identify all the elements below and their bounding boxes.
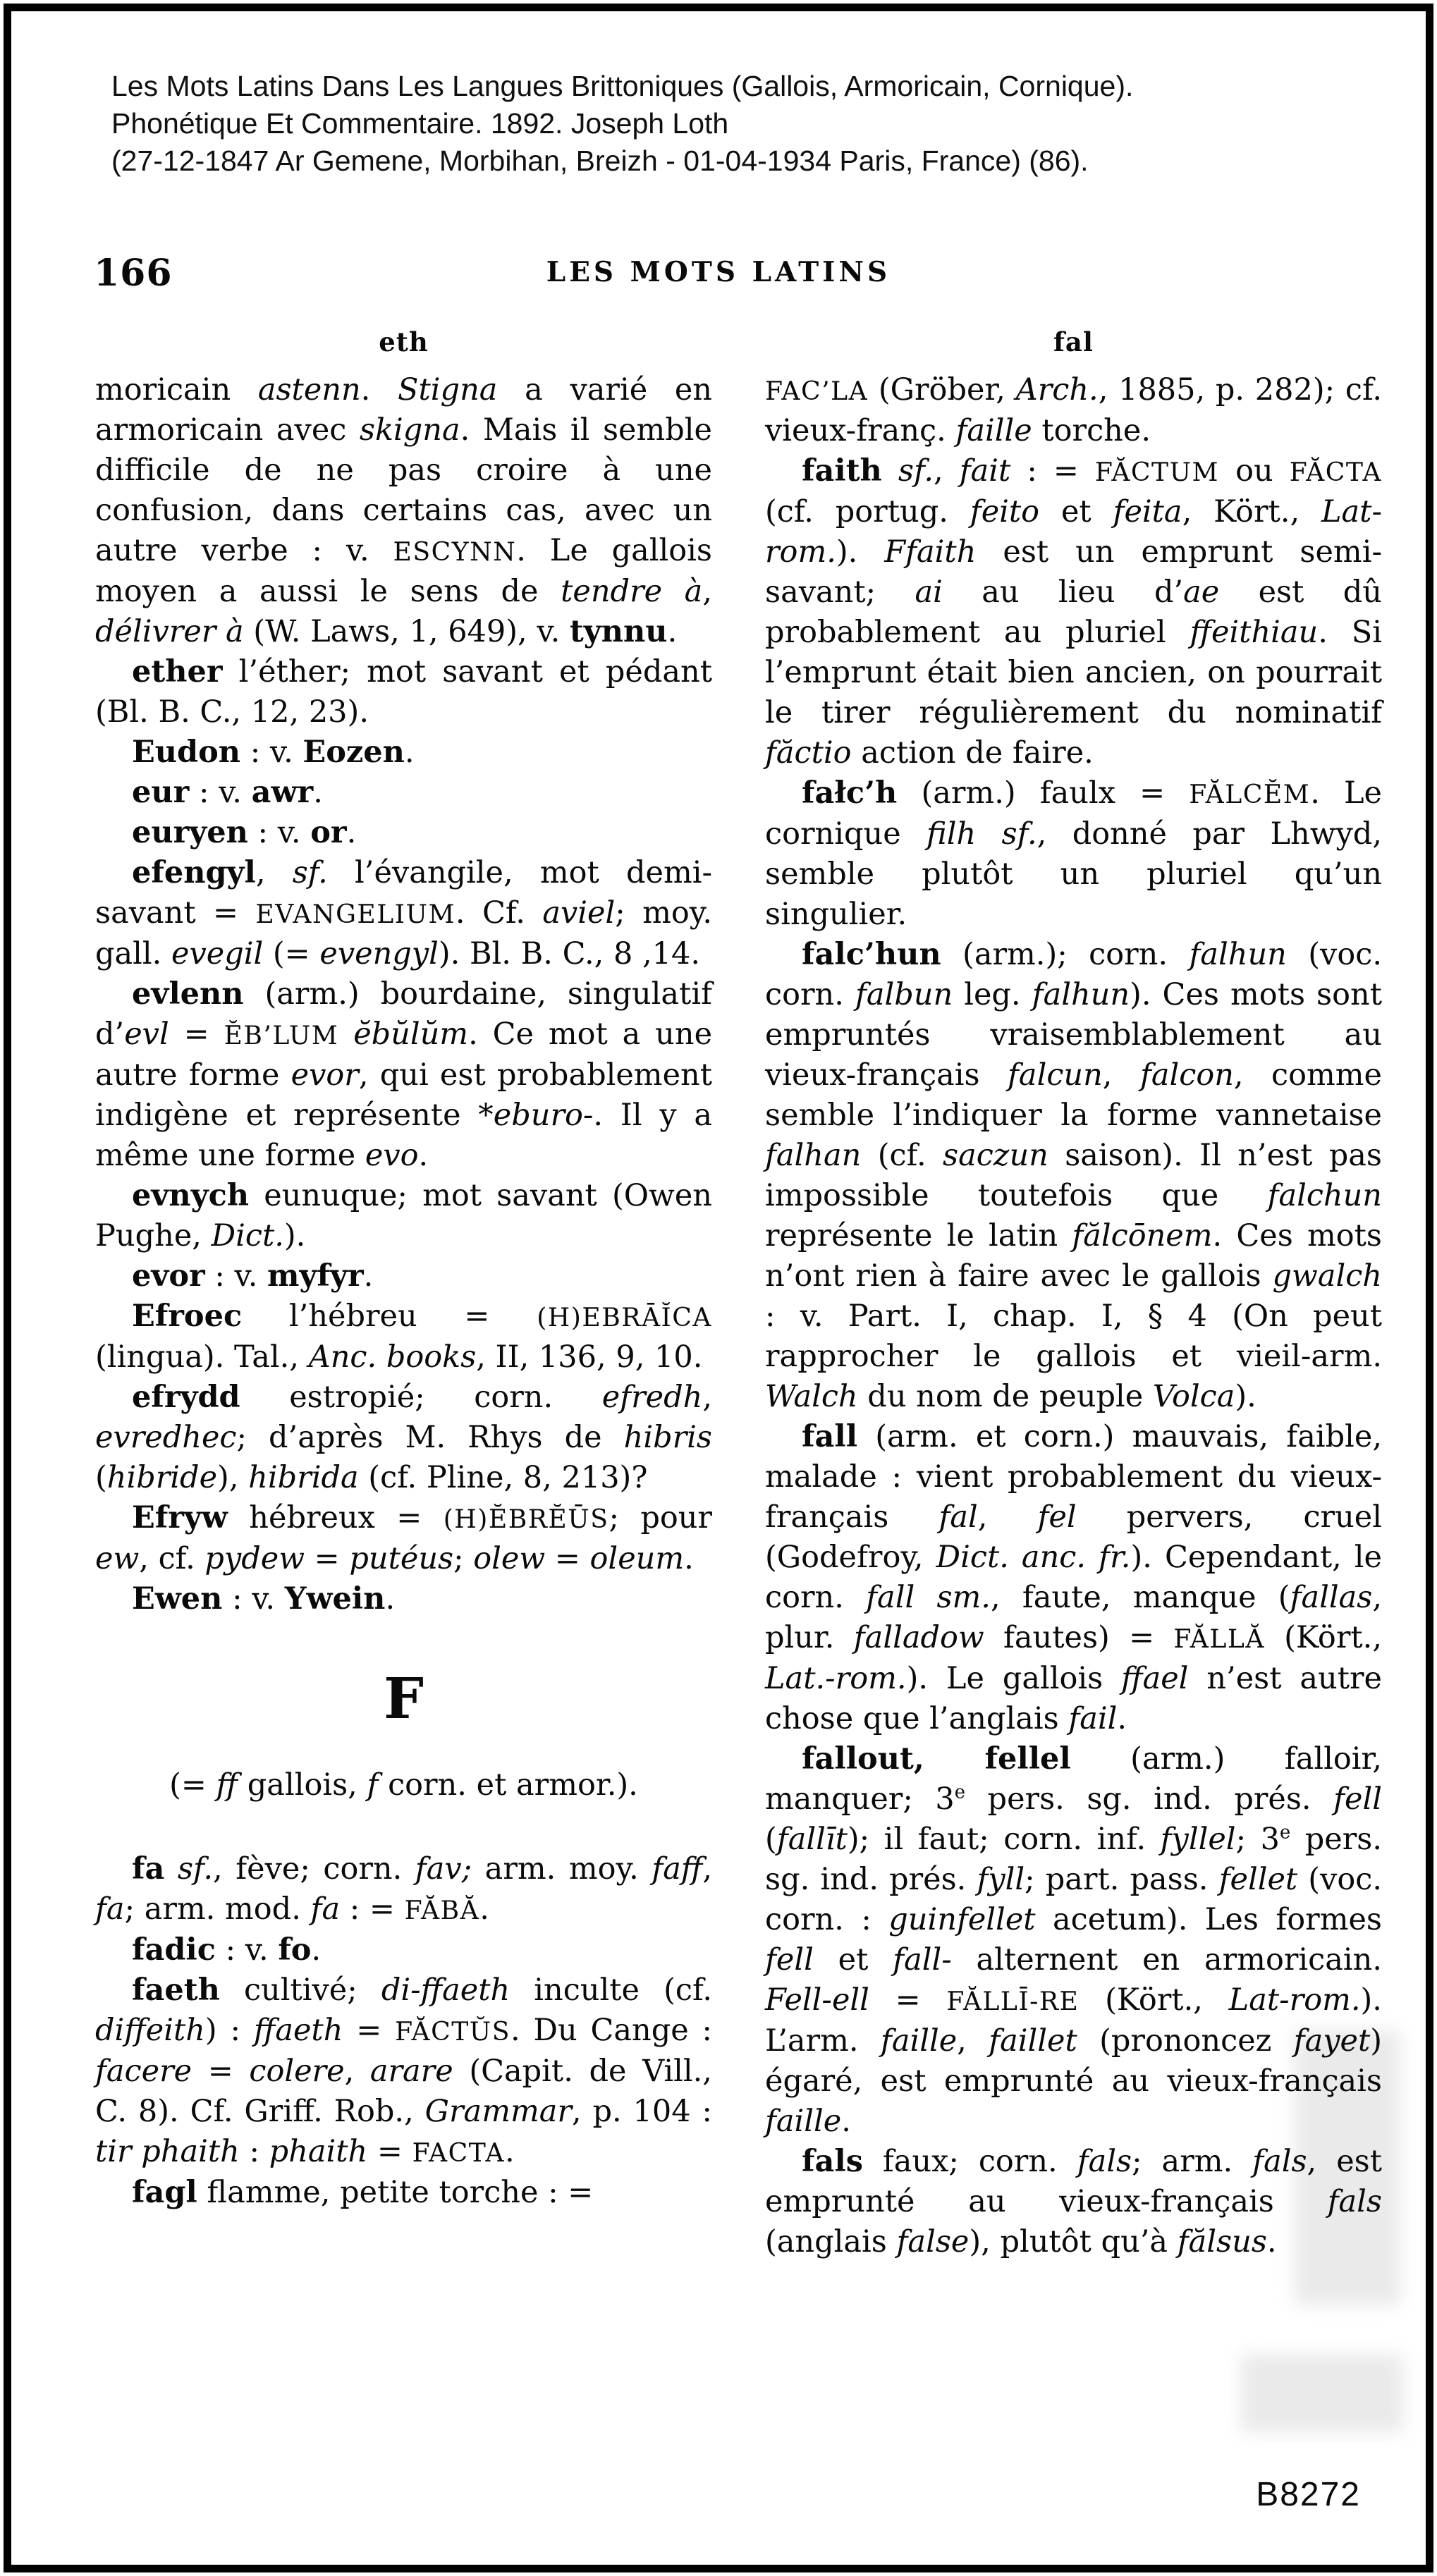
dictionary-entry: evor : v. myfyr. <box>132 1258 374 1294</box>
dictionary-entry: fałc’h (arm.) faulx = FĂLCĔM. Le cornique filh sf., donné par Lhwyd, semble plutôt un pluriel qu’un singulier. <box>765 775 1383 932</box>
dictionary-entry: FAC’LA (Gröber, Arch., 1885, p. 282); cf. vieux-franç. faille torche. <box>765 372 1382 448</box>
dictionary-entry: eur : v. awr. <box>132 775 323 810</box>
dictionary-entry: efengyl, sf. l’évangile, mot demi-savant = EVANGELIUM. Cf. aviel; moy. gall. evegil (= evengyl). Bl. B. C., 8 ,14. <box>95 855 712 971</box>
dictionary-entry: fall (arm. et corn.) mauvais, faible, malade : vient probablement du vieux-français fal, fel pervers, cruel (Godefroy, Dict. anc. fr.). Cependant, le corn. fall sm., faute, manque (fallas, plur. falladow fautes) = FĂLLĂ (Kört., Lat.-rom.). Le gallois ffael n’est autre chose que l’anglais fail. <box>765 1419 1383 1736</box>
dictionary-entry: moricain astenn. Stigna a varié en armoricain avec skigna. Mais il semble difficile de ne pas croire à une confusion, dans certains cas, avec un autre verbe : v. ESCYNN. Le gallois moyen a aussi le sens de tendre à, délivrer à (W. Laws, 1, 649), v. tynnu. <box>95 372 712 649</box>
dictionary-entry: Efryw hébreux = (H)ĔBRĔŪS; pour ew, cf. pydew = putéus; olew = oleum. <box>95 1500 712 1576</box>
scan-artifact <box>1241 2355 1403 2432</box>
dictionary-entry: euryen : v. or. <box>132 815 357 850</box>
dictionary-entry: fagl flamme, petite torche : = <box>132 2175 594 2210</box>
dictionary-entry: evlenn (arm.) bourdaine, singulatif d’evl = ĔB’LUM ĕbŭlŭm. Ce mot a une autre forme evor, qui est probablement indigène et représente *eburo-. Il y a même une forme evo. <box>95 976 713 1173</box>
dictionary-entry: efrydd estropié; corn. efredh, evredhec; d’après M. Rhys de hibris (hibride), hibrida (cf. Pline, 8, 213)? <box>95 1380 712 1495</box>
dictionary-entry: falc’hun (arm.); corn. falhun (voc. corn. falbun leg. falhun). Ces mots sont empruntés vraisemblablement au vieux-français falcun, falcon, comme semble l’indiquer la forme vannetaise falhan (cf. saczun saison). Il n’est pas impossible toutefois que falchun représente le latin fălcōnem. Ces mots n’ont rien à faire avec le gallois gwalch : v. Part. I, chap. I, § 4 (On peut rapprocher le gallois et vieil-arm. Walch du nom de peuple Volca). <box>765 937 1383 1414</box>
section-note: (= ff gallois, f corn. et armor.). <box>169 1767 638 1803</box>
dictionary-entry: faith sf., fait : = FĂCTUM ou FĂCTA (cf. portug. feito et feita, Kört., Lat-rom.). Ffaith est un emprunt semi-savant; ai au lieu d’ae est dû probablement au pluriel ffeithiau. Si l’emprunt était bien ancien, on pourrait le tirer régulièrement du nominatif făctio action de faire. <box>765 453 1383 771</box>
dictionary-entry: Eudon : v. Eozen. <box>132 735 415 770</box>
dictionary-entry: fals faux; corn. fals; arm. fals, est emprunté au vieux-français fals (anglais false), plutôt qu’à fălsus. <box>765 2144 1382 2259</box>
book-title: Les Mots Latins Dans Les Langues Brittoniques (Gallois, Armoricain, Cornique). <box>111 70 1134 102</box>
text-columns <box>0 370 1437 2262</box>
dictionary-entry: fallout, fellel (arm.) falloir, manquer; 3e pers. sg. ind. prés. fell (fallīt); il faut; corn. inf. fyllel; 3e pers. sg. ind. prés. fyll; part. pass. fellet (voc. corn. : guinfellet acetum). Les formes fell et fall- alternent en armoricain. Fell-ell = FĂLLĪ-RE (Kört., Lat-rom.). L’arm. faille, faillet (prononcez fayet) égaré, est emprunté au vieux-français faille. <box>765 1741 1383 2139</box>
right-column <box>765 370 1382 2262</box>
page-header <box>0 252 1437 295</box>
author-dates: (27-12-1847 Ar Gemene, Morbihan, Breizh - 01-04-1934 Paris, France) (86). <box>111 145 1089 177</box>
book-subtitle: Phonétique Et Commentaire. 1892. Joseph Loth <box>111 107 729 140</box>
dictionary-entry: fadic : v. fo. <box>132 1932 322 1968</box>
catalog-code: B8272 <box>1256 2476 1361 2513</box>
dictionary-entry: fa sf., fève; corn. fav; arm. moy. faff, fa; arm. mod. fa : = FĂBĂ. <box>95 1851 713 1927</box>
dictionary-entry: Efroec l’hébreu = (H)EBRĀĬCA (lingua). Tal., Anc. books, II, 136, 9, 10. <box>95 1299 712 1375</box>
right-column-keyword: fal <box>1053 326 1094 357</box>
left-column-keyword: eth <box>379 326 429 357</box>
running-title: LES MOTS LATINS <box>546 256 891 288</box>
dictionary-entry: ether l’éther; mot savant et pédant (Bl. B. C., 12, 23). <box>95 654 712 730</box>
dictionary-entry: Ewen : v. Ywein. <box>132 1581 396 1617</box>
page-number: 166 <box>94 252 173 295</box>
section-letter: F <box>384 1665 424 1731</box>
transcription-header <box>111 68 1395 180</box>
dictionary-entry: faeth cultivé; di-ffaeth inculte (cf. diffeith) : ffaeth = FĂCTŬS. Du Cange : facere = colere, arare (Capit. de Vill., C. 8). Cf. Griff. Rob., Grammar, p. 104 : tir phaith : phaith = FACTA. <box>95 1973 713 2169</box>
dictionary-entry: evnych eunuque; mot savant (Owen Pughe, Dict.). <box>95 1178 712 1253</box>
left-column <box>95 370 712 2262</box>
column-keywords <box>0 326 1437 357</box>
